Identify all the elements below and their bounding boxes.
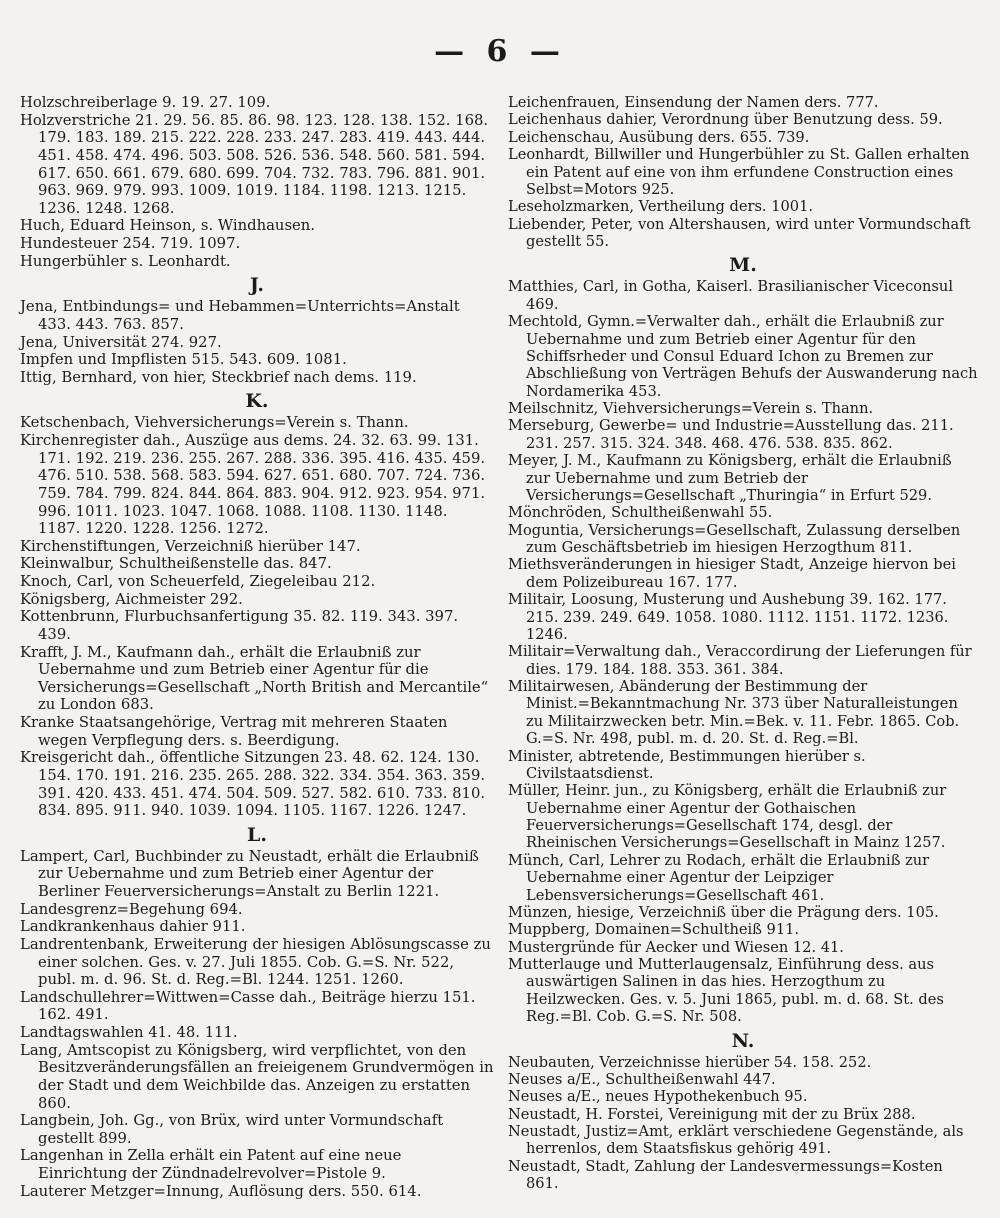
index-entry: Mustergründe für Aecker und Wiesen 12. 41. (508, 938, 844, 956)
index-entry: Neuses a/E., neues Hypothekenbuch 95. (508, 1088, 808, 1106)
index-entry: Königsberg, Aichmeister 292. (20, 590, 243, 608)
index-entry: Kranke Staatsangehörige, Vertrag mit mehreren Staaten wegen Verpflegung ders. s. Beerdigung. (20, 714, 448, 749)
section-letter: J. (249, 274, 265, 297)
index-entry: Leseholzmarken, Vertheilung ders. 1001. (508, 198, 813, 216)
section-letter: M. (729, 254, 757, 277)
index-entry: Landrentenbank, Erweiterung der hiesigen Ablösungscasse zu einer solchen. Ges. v. 27. Juli 1855. Cob. G.=S. Nr. 522, publ. m. d. 96. St. d. Reg.=Bl. 1244. 1251. 1260. (20, 935, 491, 989)
index-column-right (508, 94, 978, 1193)
index-entry: Kirchenstiftungen, Verzeichniß hierüber 147. (20, 537, 361, 555)
index-entry: Impfen und Impflisten 515. 543. 609. 1081. (20, 351, 347, 369)
index-entry: Landesgrenz=Begehung 694. (20, 900, 243, 918)
index-entry: Neubauten, Verzeichnisse hierüber 54. 158. 252. (508, 1053, 872, 1071)
index-entry: Leichenfrauen, Einsendung der Namen ders. 777. (508, 94, 879, 111)
index-entry: Militair, Loosung, Musterung und Aushebung 39. 162. 177. 215. 239. 249. 649. 1058. 1080. 1112. 1151. 1172. 1236. 1246. (508, 591, 949, 643)
index-entry: Mönchröden, Schultheißenwahl 55. (508, 504, 773, 522)
index-entry: Neustadt, Justiz=Amt, erklärt verschiedene Gegenstände, als herrenlos, dem Staatsfiskus gehörig 491. (508, 1123, 964, 1158)
index-entry: Neustadt, H. Forstei, Vereinigung mit der zu Brüx 288. (508, 1105, 916, 1123)
index-entry: Militairwesen, Abänderung der Bestimmung der Minist.=Bekanntmachung Nr. 373 über Naturalleistungen zu Militairzwecken betr. Min.=Bek. v. 11. Febr. 1865. Cob. G.=S. Nr. 498, publ. m. d. 20. St. d. Reg.=Bl. (508, 678, 960, 748)
index-entry: Huch, Eduard Heinson, s. Windhausen. (20, 217, 316, 235)
index-entry: Neustadt, Stadt, Zahlung der Landesvermessungs=Kosten 861. (508, 1157, 943, 1193)
index-entry: Lang, Amtscopist zu Königsberg, wird verpflichtet, von den Besitzveränderungsfällen an freieigenem Grundvermögen in der Stadt und dem Weichbilde das. Anzeigen zu erstatten 860. (20, 1041, 494, 1112)
index-entry: Holzschreiberlage 9. 19. 27. 109. (20, 94, 271, 111)
index-entry: Lampert, Carl, Buchbinder zu Neustadt, erhält die Erlaubniß zur Uebernahme und zum Betrieb einer Agentur der Berliner Feuerversicherungs=Anstalt zu Berlin 1221. (20, 847, 479, 900)
index-column-left (20, 94, 494, 1200)
section-letter: K. (245, 390, 269, 413)
index-entry: Kottenbrunn, Flurbuchsanfertigung 35. 82. 119. 343. 397. 439. (20, 608, 459, 643)
index-entry: Krafft, J. M., Kaufmann dah., erhält die Erlaubniß zur Uebernahme und zum Betrieb einer Agentur für die Versicherungs=Gesellschaft „North British and Mercantile“ zu London 683. (20, 643, 489, 714)
section-letter: N. (731, 1029, 755, 1052)
index-entry: Kirchenregister dah., Auszüge aus dems. 24. 32. 63. 99. 131. 171. 192. 219. 236. 255. 267. 288. 336. 395. 416. 435. 459. 476. 510. 538. 568. 583. 594. 627. 651. 680. 707. 724. 736. 759. 784. 799. 824. 844. 864. 883. 904. 912. 923. 954. 971. 996. 1011. 1023. 1047. 1068. 1088. 1108. 1130. 1148. 1187. 1220. 1228. 1256. 1272. (20, 432, 486, 538)
index-entry: Müller, Heinr. jun., zu Königsberg, erhält die Erlaubniß zur Uebernahme einer Agentur der Gothaischen Feuerversicherungs=Gesellschaft 174, desgl. der Rheinischen Versicherungs=Gesellschaft in Mainz 1257. (508, 782, 947, 852)
index-entry: Langenhan in Zella erhält ein Patent auf eine neue Einrichtung der Zündnadelrevolver=Pistole 9. (20, 1147, 402, 1182)
index-entry: Muppberg, Domainen=Schultheiß 911. (508, 921, 800, 939)
index-entry: Holzverstriche 21. 29. 56. 85. 86. 98. 123. 128. 138. 152. 168. 179. 183. 189. 215. 222. 228. 233. 247. 283. 419. 443. 444. 451. 458. 474. 496. 503. 508. 526. 536. 548. 560. 581. 594. 617. 650. 661. 679. 680. 699. 704. 732. 783. 796. 881. 901. 963. 969. 979. 993. 1009. 1019. 1184. 1198. 1213. 1215. 1236. 1248. 1268. (20, 111, 489, 217)
index-entry: Münch, Carl, Lehrer zu Rodach, erhält die Erlaubniß zur Uebernahme einer Agentur der Leipziger Lebensversicherungs=Gesellschaft 461. (508, 851, 930, 904)
index-entry: Lauterer Metzger=Innung, Auflösung ders. 550. 614. (20, 1182, 422, 1200)
index-entry: Hungerbühler s. Leonhardt. (20, 252, 231, 270)
index-entry: Knoch, Carl, von Scheuerfeld, Ziegeleibau 212. (20, 573, 376, 590)
index-entry: Meilschnitz, Viehversicherungs=Verein s. Thann. (508, 400, 874, 417)
index-entry: Miethsveränderungen in hiesiger Stadt, Anzeige hiervon bei dem Polizeibureau 167. 177. (508, 556, 956, 591)
index-entry: Matthies, Carl, in Gotha, Kaiserl. Brasilianischer Viceconsul 469. (508, 278, 953, 313)
index-entry: Jena, Universität 274. 927. (20, 333, 222, 351)
index-entry: Minister, abtretende, Bestimmungen hierüber s. Civilstaatsdienst. (508, 747, 866, 782)
index-entry: Münzen, hiesige, Verzeichniß über die Prägung ders. 105. (508, 903, 939, 921)
index-entry: Leonhardt, Billwiller und Hungerbühler zu St. Gallen erhalten ein Patent auf eine von ihm erfundene Construction eines Selbst=Motors 925. (508, 146, 970, 198)
index-entry: Landschullehrer=Wittwen=Casse dah., Beiträge hierzu 151. 162. 491. (20, 988, 476, 1024)
index-entry: Leichenschau, Ausübung ders. 655. 739. (508, 128, 810, 146)
index-entry: Neuses a/E., Schultheißenwahl 447. (508, 1070, 776, 1088)
index-entry: Militair=Verwaltung dah., Veraccordirung der Lieferungen für dies. 179. 184. 188. 353. 361. 384. (508, 643, 972, 678)
index-entry: Meyer, J. M., Kaufmann zu Königsberg, erhält die Erlaubniß zur Uebernahme und zum Betrieb der Versicherungs=Gesellschaft „Thuringia“ in Erfurt 529. (508, 452, 952, 504)
index-entry: Moguntia, Versicherungs=Gesellschaft, Zulassung derselben zum Geschäftsbetrieb im hiesigen Herzogthum 811. (508, 521, 961, 556)
index-entry: Liebender, Peter, von Altershausen, wird unter Vormundschaft gestellt 55. (508, 215, 971, 250)
index-entry: Kleinwalbur, Schultheißenstelle das. 847. (20, 555, 332, 573)
page-number: — 6 — (434, 34, 566, 69)
index-entry: Landtagswahlen 41. 48. 111. (20, 1024, 238, 1041)
index-entry: Mutterlauge und Mutterlaugensalz, Einführung dess. aus auswärtigen Salinen in das hies. Herzogthum zu Heilzwecken. Ges. v. 5. Juni 1865, publ. m. d. 68. St. des Reg.=Bl. Cob. G.=S. Nr. 508. (508, 956, 944, 1026)
index-entry: Kreisgericht dah., öffentliche Sitzungen 23. 48. 62. 124. 130. 154. 170. 191. 216. 235. 265. 288. 322. 334. 354. 363. 359. 391. 420. 433. 451. 474. 504. 509. 527. 582. 610. 733. 810. 834. 895. 911. 940. 1039. 1094. 1105. 1167. 1226. 1247. (20, 749, 486, 820)
index-entry: Ketschenbach, Viehversicherungs=Verein s. Thann. (20, 414, 409, 432)
index-entry: Landkrankenhaus dahier 911. (20, 918, 246, 936)
index-entry: Merseburg, Gewerbe= und Industrie=Ausstellung das. 211. 231. 257. 315. 324. 348. 468. 476. 538. 835. 862. (508, 417, 954, 452)
section-letter: L. (247, 823, 267, 846)
index-entry: Ittig, Bernhard, von hier, Steckbrief nach dems. 119. (20, 368, 417, 386)
index-entry: Langbein, Joh. Gg., von Brüx, wird unter Vormundschaft gestellt 899. (20, 1112, 444, 1147)
index-entry: Mechtold, Gymn.=Verwalter dah., erhält die Erlaubniß zur Uebernahme und zum Betrieb einer Agentur für den Schiffsrheder und Consul Eduard Ichon zu Bremen zur Abschließung von Verträgen Behufs der Auswanderung nach Nordamerika 453. (508, 313, 978, 400)
index-entry: Jena, Entbindungs= und Hebammen=Unterrichts=Anstalt 433. 443. 763. 857. (20, 298, 460, 333)
index-entry: Hundesteuer 254. 719. 1097. (20, 235, 241, 252)
index-entry: Leichenhaus dahier, Verordnung über Benutzung dess. 59. (508, 111, 943, 129)
